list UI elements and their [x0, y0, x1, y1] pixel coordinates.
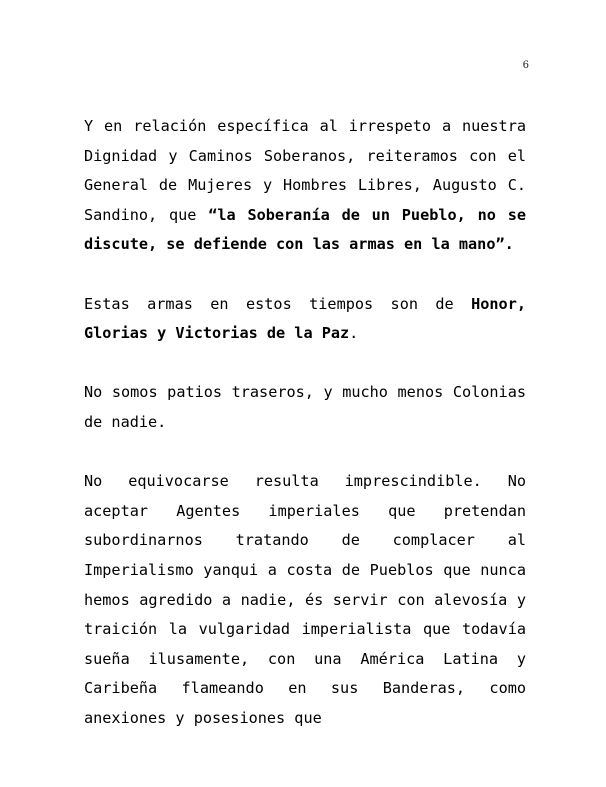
- paragraph-weapons: [84, 290, 526, 349]
- paragraph-text: No somos patios traseros, y mucho menos Colonias de nadie.: [84, 383, 526, 431]
- document-body: [84, 112, 526, 733]
- paragraph-text: No equivocarse resulta imprescindible. No aceptar Agentes imperiales que pretendan subordinarnos tratando de complacer al Imperialismo yanqui a costa de Pueblos que nunca hemos agredido a nadie, és servir con alevosía y traición la vulgaridad imperialista que todavía sueña ilusamente, con una América Latina y Caribeña flameando en sus Banderas, como anexiones y posesiones que: [84, 472, 526, 727]
- paragraph-text: Estas armas en estos tiempos son de: [84, 294, 472, 313]
- sandino-quote: “la Soberanía de un Pueblo, no se discute, se defiende con las armas en la mano”.: [84, 205, 526, 254]
- paragraph-sandino-quote: [84, 112, 526, 260]
- paragraph-agents: [84, 467, 526, 733]
- paragraph-text: Y en relación específica al irrespeto a nuestra Dignidad y Caminos Soberanos, reiteramos con el General de Mujeres y Hombres Libres, Augusto C. Sandino, que: [84, 117, 526, 224]
- paragraph-end: .: [349, 324, 359, 343]
- paragraph-colonies: [84, 378, 526, 437]
- honor-phrase: Honor, Glorias y Victorias de la Paz: [84, 294, 526, 343]
- page-number: 6: [522, 60, 529, 71]
